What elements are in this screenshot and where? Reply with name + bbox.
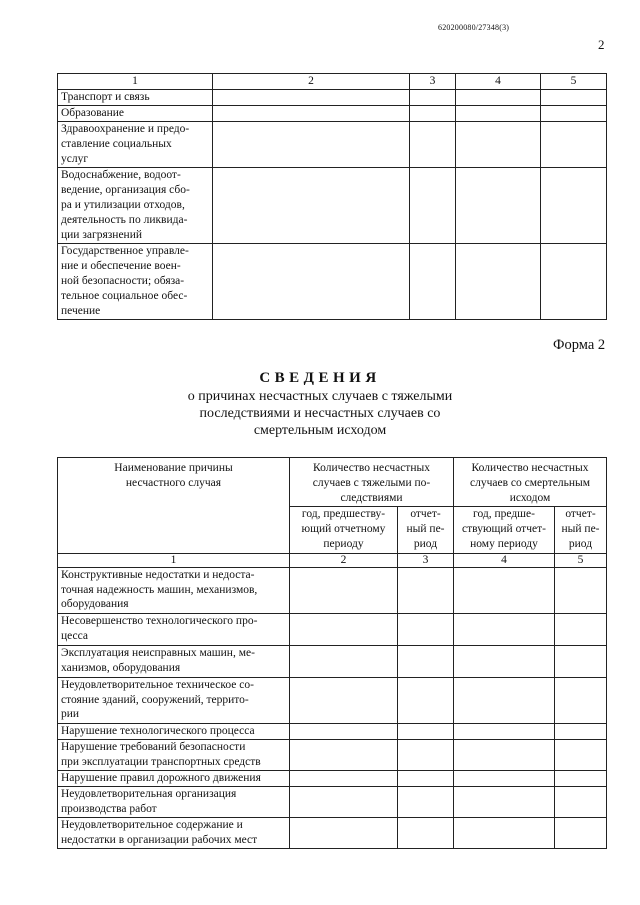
cause-name: Неудовлетворительное содержание и недостатки в организации рабочих мест [58,818,290,849]
table-row [58,646,607,678]
data-cell [454,740,555,771]
document-id: 620200080/27348(3) [438,23,510,32]
sector-name: Здравоохранение и предо- ставление социальных услуг [58,122,213,168]
severe-accidents-header: Количество несчастных случаев с тяжелыми по- следствиями [290,458,454,507]
data-cell [456,122,541,168]
data-cell [541,168,607,244]
data-cell [555,568,607,614]
data-cell [410,122,456,168]
data-cell [454,614,555,646]
data-cell [398,678,454,724]
data-cell [398,818,454,849]
data-cell [456,244,541,320]
cause-column-header: Наименование причины несчастного случая [58,458,290,554]
sector-name: Образование [58,106,213,122]
data-cell [290,646,398,678]
table-row [58,122,607,168]
column-number-row [58,554,607,568]
data-cell [290,740,398,771]
sector-name: Транспорт и связь [58,90,213,106]
page-number: 2 [598,37,605,52]
cause-name: Конструктивные недостатки и недоста- точная надежность машин, механизмов, оборудования [58,568,290,614]
data-cell [290,787,398,818]
data-cell [456,106,541,122]
data-cell [555,724,607,740]
table-row [58,724,607,740]
prev-year-header: год, предшеству- ющий отчетному периоду [290,507,398,554]
cause-name: Эксплуатация неисправных машин, ме- ханизмов, оборудования [58,646,290,678]
title-subtitle: о причинах несчастных случаев с тяжелыми последствиями и несчастных случаев со смертельным исходом [187,389,453,438]
data-cell [213,244,410,320]
data-cell [398,787,454,818]
table-row [58,614,607,646]
data-cell [454,646,555,678]
column-number: 2 [290,554,398,568]
data-cell [541,90,607,106]
data-cell [213,90,410,106]
table-row [58,740,607,771]
column-number: 3 [398,554,454,568]
column-number: 3 [410,74,456,90]
accident-causes-table [57,457,607,849]
table-row [58,568,607,614]
data-cell [454,678,555,724]
data-cell [555,614,607,646]
fatal-accidents-header: Количество несчастных случаев со смертельным исходом [454,458,607,507]
data-cell [541,244,607,320]
data-cell [398,614,454,646]
table-row [58,818,607,849]
economic-sectors-table [57,73,607,320]
report-period-header: отчет- ный пе- риод [555,507,607,554]
data-cell [398,771,454,787]
data-cell [541,122,607,168]
table-row [58,787,607,818]
cause-name: Нарушение требований безопасности при эксплуатации транспортных средств [58,740,290,771]
column-number: 4 [454,554,555,568]
table-row [58,106,607,122]
column-number: 1 [58,554,290,568]
column-number-row [58,74,607,90]
form-label: Форма 2 [553,337,606,353]
table-row [58,678,607,724]
data-cell [398,568,454,614]
title-main: СВЕДЕНИЯ [259,370,381,386]
report-period-header: отчет- ный пе- риод [398,507,454,554]
column-number: 1 [58,74,213,90]
data-cell [398,740,454,771]
table-row [58,168,607,244]
cause-name: Неудовлетворительная организация производства работ [58,787,290,818]
data-cell [555,646,607,678]
header-row [58,458,607,507]
cause-name: Несовершенство технологического про- цесса [58,614,290,646]
data-cell [456,90,541,106]
table-row [58,771,607,787]
data-cell [555,818,607,849]
prev-year-header: год, предше- ствующий отчет- ному периоду [454,507,555,554]
data-cell [454,724,555,740]
data-cell [454,787,555,818]
data-cell [555,678,607,724]
data-cell [555,740,607,771]
data-cell [454,818,555,849]
column-number: 4 [456,74,541,90]
sector-name: Государственное управле- ние и обеспечение воен- ной безопасности; обяза- тельное социальное обес- печение [58,244,213,320]
data-cell [290,724,398,740]
data-cell [454,568,555,614]
data-cell [555,771,607,787]
data-cell [290,678,398,724]
data-cell [398,724,454,740]
cause-name: Нарушение технологического процесса [58,724,290,740]
column-number: 5 [541,74,607,90]
data-cell [541,106,607,122]
data-cell [213,168,410,244]
data-cell [456,168,541,244]
data-cell [398,646,454,678]
data-cell [454,771,555,787]
column-number: 2 [213,74,410,90]
data-cell [213,122,410,168]
data-cell [410,106,456,122]
data-cell [410,90,456,106]
data-cell [290,568,398,614]
data-cell [555,787,607,818]
form-title [150,369,490,439]
table-row [58,90,607,106]
data-cell [410,168,456,244]
data-cell [213,106,410,122]
sector-name: Водоснабжение, водоот- ведение, организация сбо- ра и утилизации отходов, деятельность по ликвида- ции загрязнений [58,168,213,244]
cause-name: Неудовлетворительное техническое со- стояние зданий, сооружений, террито- рии [58,678,290,724]
column-number: 5 [555,554,607,568]
cause-name: Нарушение правил дорожного движения [58,771,290,787]
data-cell [410,244,456,320]
data-cell [290,771,398,787]
data-cell [290,614,398,646]
data-cell [290,818,398,849]
table-row [58,244,607,320]
